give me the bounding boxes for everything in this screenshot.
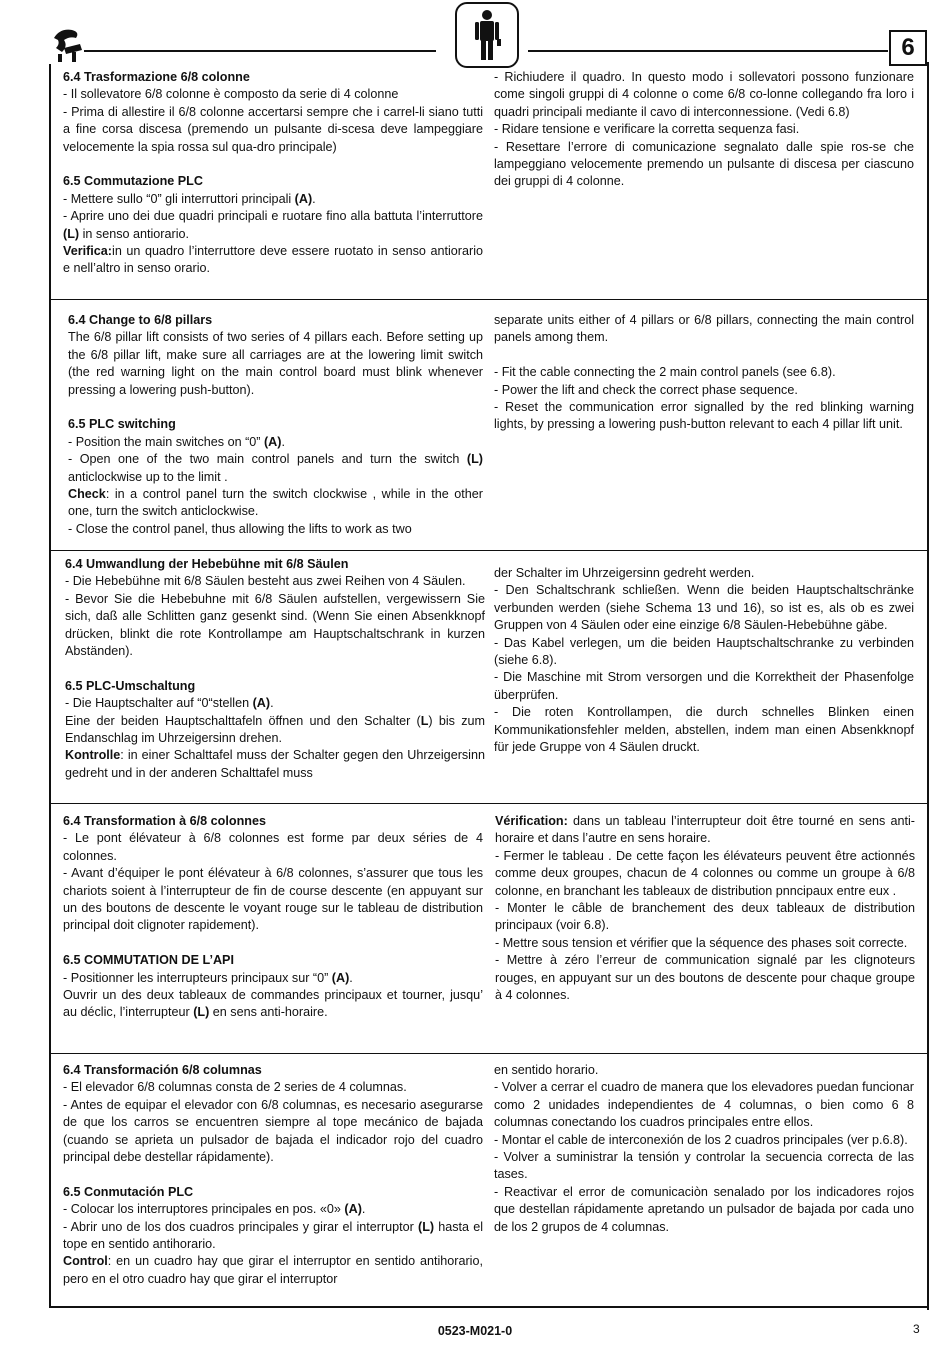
text-run: der Schalter im Uhrzeigersinn gedreht werden. (494, 566, 755, 580)
german-right-column (494, 565, 914, 756)
paragraph (494, 121, 914, 138)
text-run: - Reactivar el error de comunicaciòn senalado por los indicadores rojos que destellan rápidamente apretando un pulsador de bajada por cada uno de los 2 grupos de 4 columnas. (494, 1184, 914, 1234)
paragraph (494, 669, 914, 704)
english-right-column (494, 312, 914, 434)
brand-logo-icon (50, 24, 86, 64)
text-run: dans un tableau l’interrupteur doit être tourné en sens anti-horaire et dans l’autre en sens horaire. (495, 814, 915, 846)
paragraph (494, 582, 914, 634)
paragraph (495, 848, 915, 900)
paragraph (494, 704, 914, 756)
french-right-column (495, 813, 915, 1004)
text-run: - Aprire uno dei due quadri principali e ruotare fino alla battuta l’interruttore (63, 209, 483, 224)
text-run: - Die Hebebühne mit 6/8 Säulen besteht aus zwei Reihen von 4 Säulen. (65, 574, 466, 589)
section-divider (49, 550, 929, 551)
text-run: ) bis zum Endanschlag im Uhrzeigersinn drehen. (65, 713, 485, 746)
paragraph (63, 1201, 483, 1218)
bold-text: (L) (193, 1005, 210, 1020)
paragraph (65, 573, 485, 590)
paragraph-spacer (68, 399, 483, 416)
text-run: - Mettere sullo “0” gli interruttori principali (63, 191, 295, 206)
paragraph (65, 713, 485, 748)
text-run: Ouvrir un des deux tableaux de commandes principaux et tourner, jusqu’ au déclic, l’interrupteur (63, 988, 483, 1020)
text-run: : in einer Schalttafel muss der Schalter gegen den Uhrzeigersinn gedreht und in der anderen Schalttafel muss (65, 748, 485, 780)
paragraph (63, 191, 483, 208)
text-run: - Position the main switches on “0” (68, 434, 264, 449)
paragraph (65, 695, 485, 712)
paragraph (68, 486, 483, 521)
text-run: en sentido horario. (494, 1063, 599, 1077)
paragraph (494, 1062, 914, 1079)
bold-text: (A) (294, 191, 313, 206)
bold-text: Check (68, 487, 106, 502)
page-number: 3 (913, 1322, 920, 1336)
document-code: 0523-M021-0 (437, 1324, 513, 1338)
bold-text: 6.4 Transformation à 6/8 colonnes (63, 814, 266, 828)
text-run: . (312, 191, 316, 206)
paragraph (63, 865, 483, 935)
text-run: - El elevador 6/8 columnas consta de 2 series de 4 columnas. (63, 1080, 407, 1095)
english-left-column (68, 312, 483, 538)
operator-badge (455, 2, 519, 68)
paragraph (65, 591, 485, 661)
text-run: - Volver a cerrar el cuadro de manera que los elevadores puedan funcionar como 2 unidades independientes de 4 columnas, o bien como 6 8 columnas conectando los cuadros principales entre ellos. (494, 1080, 914, 1130)
bold-text: (A) (331, 970, 350, 985)
paragraph (63, 1184, 483, 1201)
text-run: . (349, 970, 353, 985)
text-run: - Fit the cable connecting the 2 main control panels (see 6.8). (494, 365, 836, 380)
paragraph (63, 243, 483, 278)
bold-text: 6.4 Umwandlung der Hebebühne mit 6/8 Säulen (65, 557, 349, 571)
bold-text: 6.4 Trasformazione 6/8 colonne (63, 70, 250, 84)
text-run: - Montar el cable de interconexión de los 2 cuadros principales (ver p.6.8). (494, 1132, 908, 1147)
bold-text: 6.5 PLC-Umschaltung (65, 678, 196, 693)
bold-text: 6.5 Conmutación PLC (63, 1184, 194, 1199)
paragraph (494, 635, 914, 670)
bold-text: 6.5 Commutazione PLC (63, 174, 203, 189)
frame-left-border (49, 64, 51, 1308)
bold-text: (A) (263, 434, 282, 449)
text-run: en sens anti-horaire. (209, 1005, 328, 1020)
paragraph (65, 678, 485, 695)
paragraph (63, 1062, 483, 1079)
text-run: - Close the control panel, thus allowing the lifts to work as two (68, 521, 412, 536)
text-run: - Die Hauptschalter auf “0“stellen (65, 696, 253, 711)
paragraph (494, 69, 914, 121)
paragraph-spacer (63, 1166, 483, 1183)
person-icon (471, 9, 503, 61)
italian-left-column (63, 69, 483, 278)
paragraph (494, 312, 914, 347)
paragraph (68, 521, 483, 538)
paragraph (68, 434, 483, 451)
paragraph (63, 86, 483, 103)
text-run: - Resettare l’errore di comunicazione segnalato dalle spie ros-se che lampeggiano velocemente premendo un pulsante di discesa per ciascuno dei gruppi di 4 colonne. (494, 139, 914, 189)
frame-bottom-border (49, 1306, 929, 1308)
paragraph (63, 1253, 483, 1288)
german-left-column (65, 556, 485, 782)
paragraph (63, 208, 483, 243)
italian-right-column (494, 69, 914, 191)
paragraph (63, 173, 483, 190)
text-run: separate units either of 4 pillars or 6/8 pillars, connecting the main control panels among them. (494, 313, 914, 345)
paragraph (494, 1132, 914, 1149)
section-divider (49, 299, 929, 300)
bold-text: Vérification: (495, 814, 568, 828)
text-run: The 6/8 pillar lift consists of two series of 4 pillars each. Before setting up the 6/8 pillar lift, make sure all carriages are at the lowering limit switch (the red warning light on the main control board must blink whenever pressing a lowering push-button). (68, 330, 483, 397)
paragraph (494, 1184, 914, 1236)
bold-text: (L) (466, 452, 483, 467)
paragraph (63, 1097, 483, 1167)
paragraph (65, 747, 485, 782)
paragraph-spacer (65, 660, 485, 677)
text-run: - Reset the communication error signalled by the red blinking warning lights, by pressing a lowering push-button relevant to each 4 pillar lift unit. (494, 400, 914, 432)
paragraph (494, 399, 914, 434)
text-run: in un quadro l’interruttore deve essere ruotato in senso antiorario e nell’altro in senso orario. (63, 244, 483, 276)
spanish-left-column (63, 1062, 483, 1288)
bold-text: 6.5 PLC switching (68, 417, 176, 432)
text-run: - Den Schaltschrank schließen. Wenn die beiden Hauptschaltschränke verbunden werden (siehe Schema 13 und 16), so ist es, als ob es zwei Gruppen von 4 Säulen oder eine einzige 6/8 Säulen-Hebebühne gäbe. (494, 583, 914, 633)
bold-text: Verifica: (63, 244, 113, 259)
text-run: - Volver a suministrar la tensión y controlar la secuencia correcta de las tases. (494, 1150, 914, 1182)
paragraph (495, 935, 915, 952)
paragraph-spacer (494, 347, 914, 364)
text-run: anticlockwise up to the limit . (68, 469, 228, 484)
text-run: - Prima di allestire il 6/8 colonne accertarsi sempre che i carrel-li siano tutti a fine corsa discesa (premendo un pulsante di-scesa deve lampeggiare velocemente la spia rossa sul qua-dro principale) (63, 104, 483, 154)
bold-text: (A) (344, 1202, 362, 1217)
bold-text: (A) (252, 696, 271, 711)
text-run: - Monter le câble de branchement des deux tableaux de distribution principaux (voir 6.8). (495, 901, 915, 933)
text-run: - Ridare tensione e verificare la corretta sequenza fasi. (494, 122, 800, 137)
text-run: - Die roten Kontrollampen, die durch schnelles Blinken einen Kommunikationsfehler melden, abstellen, indem man einen Absenkknopf für jede Gruppe von 4 Säulen druckt. (494, 705, 914, 755)
text-run: - Richiudere il quadro. In questo modo i sollevatori possono funzionare come singoli gruppi di 4 colonne o come 6/8 co-lonne collegando fra loro i quadri principali mediante il cavo di interconnessione. (Vedi 6.8) (494, 70, 914, 119)
paragraph (494, 139, 914, 191)
paragraph (63, 813, 483, 830)
text-run: - Bevor Sie die Hebebuhne mit 6/8 Säulen aufstellen, vergewissern Sie sich, daß alle Schlitten ganz gesenkt sind. (Wenn Sie einen Absenkknopf drücken, blinkt die rote Kontrollampe am Hauptschaltschrank in kurzen Abständen). (65, 591, 485, 659)
paragraph (494, 1079, 914, 1131)
bold-text: (L) (63, 226, 80, 241)
paragraph (494, 364, 914, 381)
paragraph (63, 952, 483, 969)
bold-text: 6.4 Change to 6/8 pillars (68, 313, 213, 327)
paragraph (63, 987, 483, 1022)
bold-text: Control (63, 1254, 108, 1269)
paragraph (68, 416, 483, 433)
text-run: . (270, 696, 274, 711)
text-run: - Positionner les interrupteurs principaux sur “0” (63, 970, 332, 985)
bold-text: L (420, 713, 429, 728)
text-run: : en un cuadro hay que girar el interruptor en sentido antihorario, pero en el otro cuadro hay que girar el interruptor (63, 1254, 483, 1286)
paragraph (63, 830, 483, 865)
text-run: . (361, 1202, 366, 1217)
paragraph (63, 69, 483, 86)
paragraph (68, 329, 483, 399)
paragraph-spacer (63, 935, 483, 952)
text-run: - Die Maschine mit Strom versorgen und die Korrektheit der Phasenfolge überprüfen. (494, 670, 914, 702)
section-divider (49, 803, 929, 804)
bold-text: 6.4 Transformación 6/8 columnas (63, 1063, 262, 1077)
text-run: : in a control panel turn the switch clockwise , while in the other one, turn the switch anticlockwise. (68, 487, 483, 519)
paragraph (68, 312, 483, 329)
paragraph (494, 382, 914, 399)
paragraph (68, 451, 483, 486)
paragraph-spacer (63, 156, 483, 173)
frame-right-border (927, 62, 929, 1310)
french-left-column (63, 813, 483, 1022)
paragraph (495, 952, 915, 1004)
section-divider (49, 1053, 929, 1054)
text-run: - Colocar los interruptores principales en pos. «0» (63, 1202, 345, 1217)
text-run: - Mettre à zéro l’erreur de communication signalé par les clignoteurs rouges, en appuyant sur un des boutons de descente pour chaque groupe à 4 colonnes. (495, 953, 915, 1003)
header-rule-right (528, 50, 888, 52)
paragraph (63, 970, 483, 987)
paragraph (63, 1079, 483, 1096)
text-run: - Open one of the two main control panels and turn the switch (68, 452, 467, 467)
text-run: - Power the lift and check the correct phase sequence. (494, 382, 798, 397)
text-run: - Antes de equipar el elevador con 6/8 columnas, es necesario asegurarse de que los carros se encuentren siempre al tope mecánico de bajada (cuando se aprieta un pulsador de bajada el indicador rojo del cuadro principal debe destellar rápidamente). (63, 1097, 483, 1165)
text-run: Eine der beiden Hauptschalttafeln öffnen und den Schalter ( (65, 713, 421, 728)
paragraph (65, 556, 485, 573)
text-run: - Abrir uno de los dos cuadros principales y girar el interruptor (63, 1219, 418, 1234)
text-run: hasta el tope en sentido antihorario. (63, 1219, 484, 1252)
paragraph (495, 900, 915, 935)
bold-text: (L) (418, 1219, 435, 1234)
text-run: - Fermer le tableau . De cette façon les élévateurs peuvent être actionnés comme deux groupes, chacun de 4 colonnes ou comme un groupe à 6/8 colonne, en branchant les tableaux de distribution pnncipaux entre eux . (495, 848, 915, 898)
paragraph (63, 104, 483, 156)
paragraph (494, 1149, 914, 1184)
text-run: - Das Kabel verlegen, um die beiden Hauptschaltschranke zu verbinden (siehe 6.8). (494, 635, 914, 668)
text-run: - Avant d’équiper le pont élévateur à 6/8 colonnes, s’assurer que tous les chariots soient à l’interrupteur de fin de course descente (en appuyant sur un des boutons de descente le voyant rouge sur le tableau de distribution principal doit clignoter rapidement). (63, 866, 483, 933)
spanish-right-column (494, 1062, 914, 1236)
bold-text: Kontrolle (65, 748, 121, 763)
paragraph (495, 813, 915, 848)
chapter-number-box: 6 (889, 30, 927, 66)
text-run: in senso antiorario. (79, 226, 190, 241)
text-run: - Il sollevatore 6/8 colonne è composto da serie di 4 colonne (63, 87, 399, 102)
paragraph (494, 565, 914, 582)
text-run: . (281, 434, 285, 449)
bold-text: 6.5 COMMUTATION DE L’API (63, 953, 234, 968)
text-run: - Mettre sous tension et vérifier que la séquence des phases soit correcte. (495, 935, 908, 950)
text-run: - Le pont élévateur à 6/8 colonnes est forme par deux séries de 4 colonnes. (63, 831, 483, 863)
paragraph (63, 1219, 483, 1254)
header-rule-left (84, 50, 436, 52)
